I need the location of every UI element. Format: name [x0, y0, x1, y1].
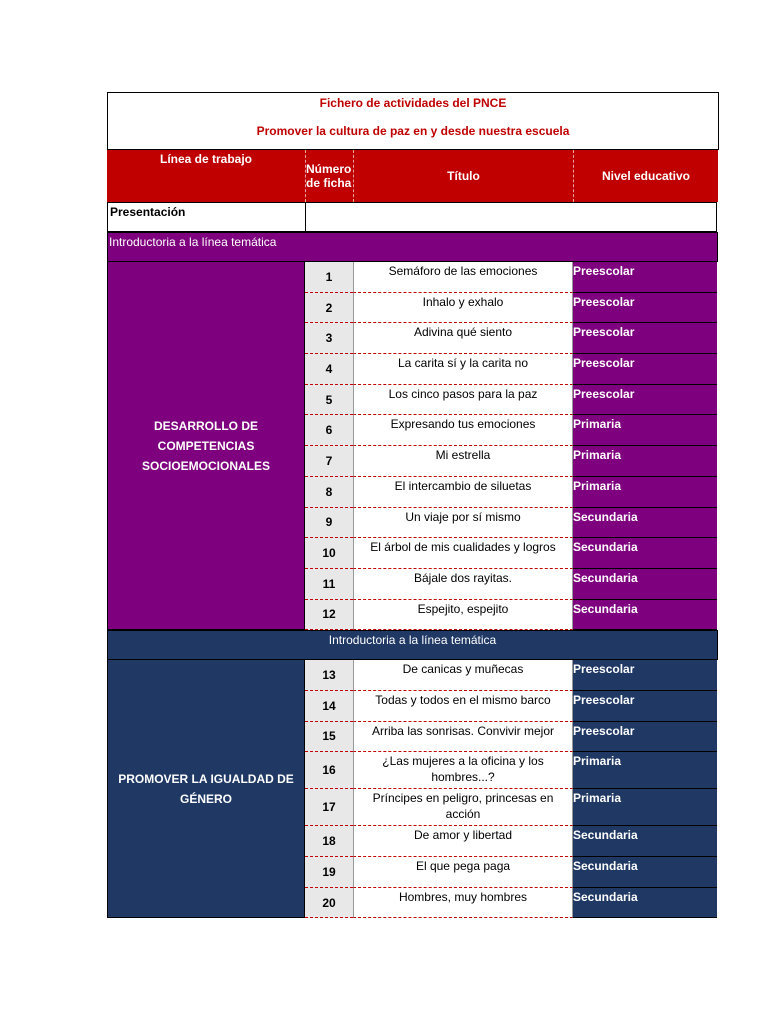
- section1-category-label: DESARROLLO DE COMPETENCIAS SOCIOEMOCIONALES: [141, 418, 270, 473]
- col-header-linea: Línea de trabajo: [107, 150, 306, 202]
- ficha-title: Semáforo de las emociones: [353, 262, 573, 293]
- table-row: [305, 538, 717, 569]
- section1-category: [107, 262, 305, 630]
- ficha-title: Príncipes en peligro, princesas en acción: [353, 789, 573, 826]
- nivel-educativo: Primaria: [573, 789, 717, 826]
- presentacion-label: Presentación: [107, 202, 306, 232]
- table-row: [305, 262, 717, 293]
- sheet-title: [107, 92, 719, 150]
- nivel-educativo: Preescolar: [573, 354, 717, 385]
- ficha-title: Inhalo y exhalo: [353, 293, 573, 324]
- nivel-educativo: Secundaria: [573, 508, 717, 539]
- table-row: [305, 752, 717, 789]
- table-row: [305, 722, 717, 753]
- table-row: [305, 293, 717, 324]
- ficha-title: Adivina qué siento: [353, 323, 573, 354]
- table-row: [305, 691, 717, 722]
- ficha-title: Expresando tus emociones: [353, 415, 573, 446]
- ficha-number: 6: [305, 415, 353, 446]
- table-row: [305, 415, 717, 446]
- table-row: [305, 600, 717, 631]
- presentacion-row: [107, 202, 717, 232]
- ficha-title: ¿Las mujeres a la oficina y los hombres...?: [353, 752, 573, 789]
- ficha-number: 11: [305, 569, 353, 600]
- nivel-educativo: Primaria: [573, 446, 717, 477]
- nivel-educativo: Secundaria: [573, 826, 717, 857]
- ficha-number: 7: [305, 446, 353, 477]
- section1-block: [107, 262, 717, 630]
- nivel-educativo: Preescolar: [573, 660, 717, 691]
- col-header-nivel: Nivel educativo: [601, 169, 691, 183]
- ficha-title: La carita sí y la carita no: [353, 354, 573, 385]
- nivel-educativo: Secundaria: [573, 569, 717, 600]
- ficha-title: Todas y todos en el mismo barco: [353, 691, 573, 722]
- activity-sheet: [107, 92, 717, 918]
- title-line-2: Promover la cultura de paz en y desde nuestra escuela: [256, 124, 570, 138]
- col-header-titulo: Título: [354, 150, 574, 202]
- nivel-educativo: Secundaria: [573, 600, 717, 631]
- section1-intro: Introductoria a la línea temática: [107, 232, 718, 262]
- ficha-title: Arriba las sonrisas. Convivir mejor: [353, 722, 573, 753]
- nivel-educativo: Preescolar: [573, 691, 717, 722]
- table-row: [305, 857, 717, 888]
- table-row: [305, 660, 717, 691]
- nivel-educativo: Preescolar: [573, 323, 717, 354]
- ficha-title: Hombres, muy hombres: [353, 888, 573, 919]
- ficha-number: 1: [305, 262, 353, 293]
- ficha-title: Bájale dos rayitas.: [353, 569, 573, 600]
- table-row: [305, 826, 717, 857]
- nivel-educativo: Preescolar: [573, 385, 717, 416]
- table-row: [305, 385, 717, 416]
- nivel-educativo: Primaria: [573, 415, 717, 446]
- ficha-number: 3: [305, 323, 353, 354]
- ficha-title: De canicas y muñecas: [353, 660, 573, 691]
- ficha-number: 19: [305, 857, 353, 888]
- section2-category-label: PROMOVER LA IGUALDAD DE GÉNERO: [118, 771, 294, 806]
- ficha-title: Los cinco pasos para la paz: [353, 385, 573, 416]
- table-row: [305, 508, 717, 539]
- ficha-number: 10: [305, 538, 353, 569]
- nivel-educativo: Preescolar: [573, 293, 717, 324]
- section1-rows: [305, 262, 717, 630]
- nivel-educativo: Preescolar: [573, 262, 717, 293]
- ficha-title: Mi estrella: [353, 446, 573, 477]
- table-row: [305, 354, 717, 385]
- table-row: [305, 569, 717, 600]
- ficha-number: 14: [305, 691, 353, 722]
- table-row: [305, 888, 717, 919]
- ficha-number: 12: [305, 600, 353, 631]
- table-row: [305, 477, 717, 508]
- section2-block: [107, 660, 717, 918]
- table-row: [305, 789, 717, 826]
- nivel-educativo: Secundaria: [573, 888, 717, 919]
- ficha-title: Un viaje por sí mismo: [353, 508, 573, 539]
- section2-intro: Introductoria a la línea temática: [107, 630, 718, 660]
- table-row: [305, 446, 717, 477]
- ficha-number: 20: [305, 888, 353, 919]
- ficha-number: 4: [305, 354, 353, 385]
- col-header-numero: Número de ficha: [306, 150, 354, 202]
- table-row: [305, 323, 717, 354]
- ficha-number: 17: [305, 789, 353, 826]
- presentacion-blank: [306, 202, 717, 232]
- ficha-number: 15: [305, 722, 353, 753]
- nivel-educativo: Secundaria: [573, 538, 717, 569]
- ficha-number: 13: [305, 660, 353, 691]
- ficha-title: Espejito, espejito: [353, 600, 573, 631]
- nivel-educativo: Primaria: [573, 752, 717, 789]
- ficha-number: 8: [305, 477, 353, 508]
- ficha-number: 18: [305, 826, 353, 857]
- ficha-title: El intercambio de siluetas: [353, 477, 573, 508]
- section2-rows: [305, 660, 717, 918]
- ficha-number: 5: [305, 385, 353, 416]
- ficha-title: El árbol de mis cualidades y logros: [353, 538, 573, 569]
- column-header-row: [107, 150, 718, 202]
- ficha-title: De amor y libertad: [353, 826, 573, 857]
- ficha-number: 9: [305, 508, 353, 539]
- ficha-title: El que pega paga: [353, 857, 573, 888]
- nivel-educativo: Primaria: [573, 477, 717, 508]
- ficha-number: 2: [305, 293, 353, 324]
- nivel-educativo: Preescolar: [573, 722, 717, 753]
- section2-category: [107, 660, 305, 918]
- title-line-1: Fichero de actividades del PNCE: [319, 96, 507, 110]
- nivel-educativo: Secundaria: [573, 857, 717, 888]
- ficha-number: 16: [305, 752, 353, 789]
